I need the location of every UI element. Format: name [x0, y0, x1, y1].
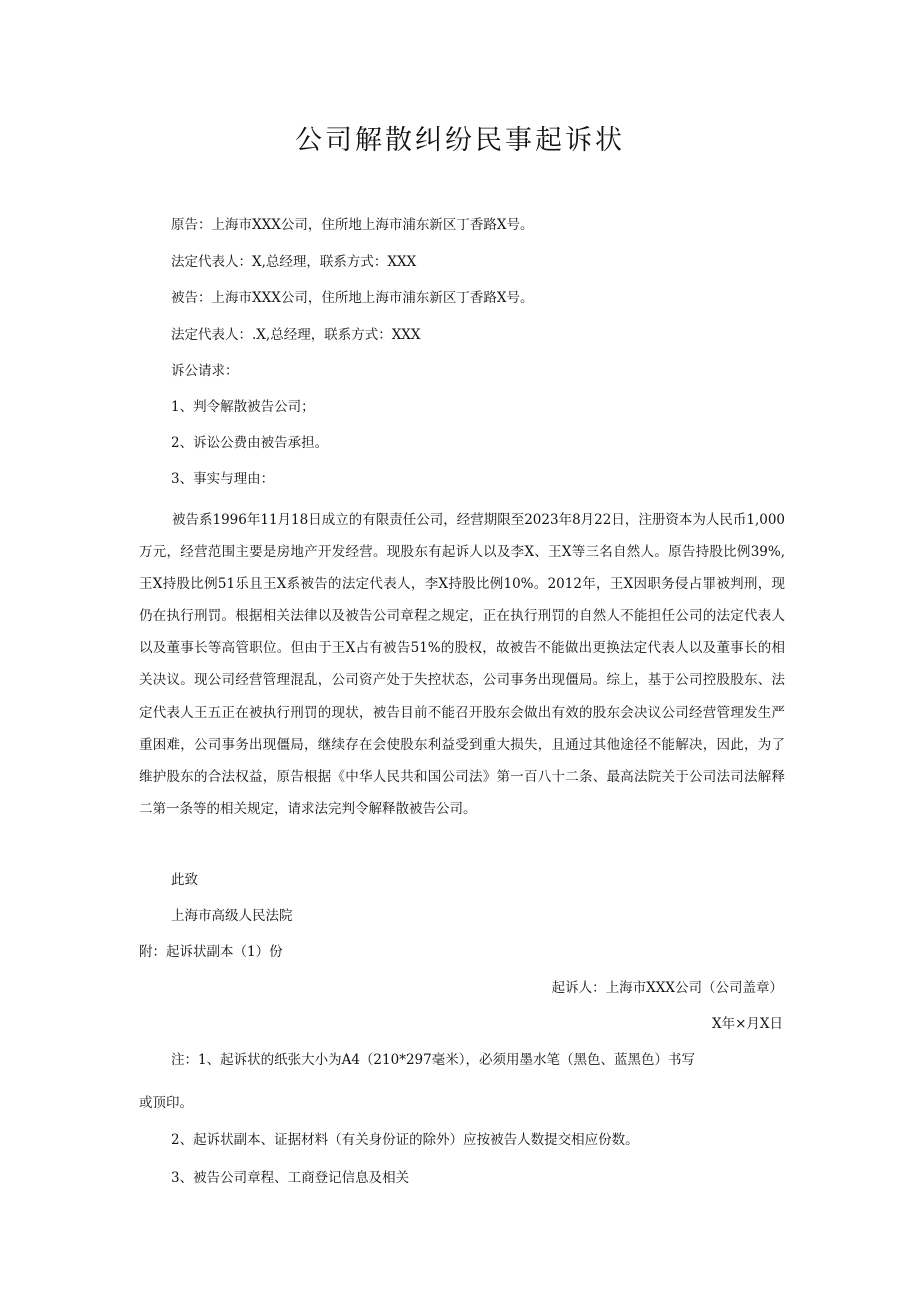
claim-item-2: 2、诉讼公费由被告承担。: [171, 435, 329, 451]
plaintiff-representative-line: 法定代表人：X,总经理，联系方式：XXX: [171, 254, 417, 270]
note-item-3: 3、被告公司章程、工商登记信息及相关: [171, 1170, 410, 1186]
claims-heading: 诉公请求：: [171, 363, 239, 379]
note-item-1: 注：1、起诉状的纸张大小为A4（210*297毫米），必须用墨水笔（黑色、蓝黑色）书写: [171, 1052, 695, 1068]
claim-item-3: 3、事实与理由：: [171, 471, 275, 487]
note-item-1-continued: 或顶印。: [139, 1095, 193, 1111]
document-title: 公司解散纠纷民事起诉状: [295, 125, 625, 156]
attachment-line: 附：起诉状副本（1）份: [139, 944, 283, 960]
salutation: 此致: [171, 872, 198, 888]
note-item-2: 2、起诉状副本、证据材料（有关身份证的除外）应按被告人数提交相应份数。: [171, 1132, 639, 1148]
court-name: 上海市高级人民法院: [171, 908, 293, 924]
facts-paragraph: 被告系1996年11月18日成立的有限责任公司，经营期限至2023年8月22日，注册资本为人民币1,000万元，经营范围主要是房地产开发经营。现股东有起诉人以及李X、王X等三名自然人。原告持股比例39%,王X持股比例51乐且王X系被告的法定代表人，李X持股比例10%。2012年，王X因职务侵占罪被判刑，现仍在执行刑罚。根据相关法律以及被告公司章程之规定，正在执行刑罚的自然人不能担任公司的法定代表人以及董事长等高管职位。但由于王X占有被告51%的股权，故被告不能做出更换法定代表人以及董事长的相关决议。现公司经营管理混乱，公司资产处于失控状态，公司事务出现僵局。综上，基于公司控股股东、法定代表人王五正在被执行刑罚的现状，被告目前不能召开股东会做出有效的股东会决议公司经营管理发生严重困难，公司事务出现僵局，继续存在会使股东利益受到重大损失，且通过其他途径不能解决，因此，为了维护股东的合法权益，原告根据《中华人民共和国公司法》第一百八十二条、最高法院关于公司法司法解释二第一条等的相关规定，请求法完判令解释散被告公司。: [139, 512, 785, 817]
defendant-representative-line: 法定代表人：.X,总经理，联系方式：XXX: [171, 327, 421, 343]
defendant-line: 被告：上海市XXX公司，住所地上海市浦东新区丁香路X号。: [171, 290, 534, 306]
plaintiff-line: 原告：上海市XXX公司，住所地上海市浦东新区丁香路X号。: [171, 217, 534, 233]
signature-line: 起诉人：上海市XXX公司（公司盖章）: [551, 980, 783, 996]
claim-item-1: 1、判令解散被告公司；: [171, 399, 315, 415]
date-line: X年×月X日: [711, 1016, 783, 1032]
